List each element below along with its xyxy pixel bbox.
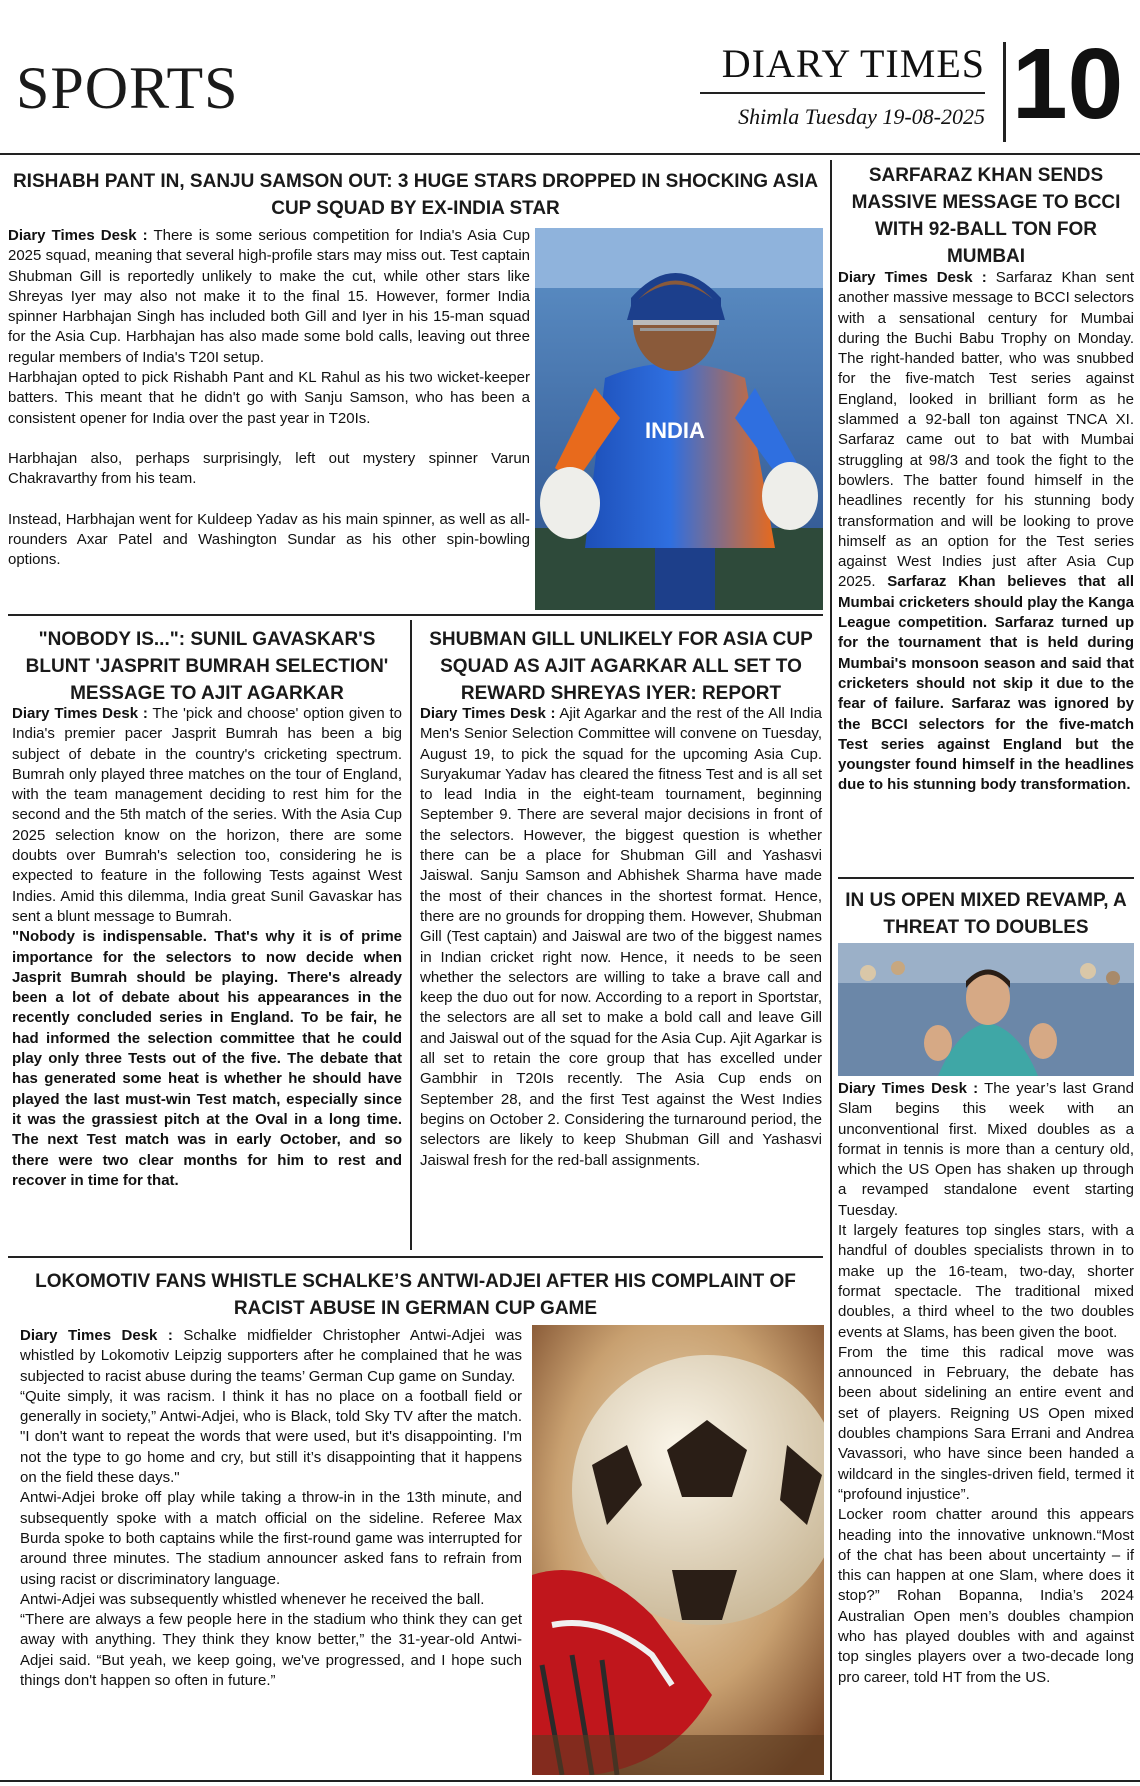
article-paragraph: Sarfaraz Khan sent another massive message to BCCI selectors with a sensational century for Mumbai during the Buchi Babu Trophy on Monday. The right-handed batter, who was snubbed for the five-match Test series against England, looked in brilliant form as he slammed a 92-ball ton against TNCA XI. Sarfaraz came out to bat with Mumbai struggling at 98/3 and took the fight to the bowlers. The batter found himself in the headlines recently for his stunning body transformation and will be looking to prove himself as an option for the Test series against West Indies just after Asia Cup 2025. (838, 269, 1134, 591)
article-paragraph: There is some serious competition for India's Asia Cup 2025 squad, meaning that several high-profile stars may miss out. Test captain Shubman Gill is reportedly unlikely to make the cut, while other stars like Shreyas Iyer may also not make it to the final 15. However, former India spinner Harbhajan Singh has included both Gill and Iyer in his 15-man squad for the Asia Cup. Harbhajan has also made some bold calls, leaving out three regular members of India's T20I setup. (8, 227, 530, 366)
article-paragraph: “Quite simply, it was racism. I think it has no place on a football field or generally in society,” Antwi-Adjei, who is Black, told Sky TV after the match. "I don't want to repeat the words that were used, but it's disappointing. I'm not the type to go home and cry, but still it’s disappointing that it happens on the field these days." (20, 1387, 522, 1487)
article-headline: SARFARAZ KHAN SENDS MASSIVE MESSAGE TO BCCI WITH 92-BALL TON FOR MUMBAI (851, 165, 1121, 267)
article-paragraph: Harbhajan opted to pick Rishabh Pant and KL Rahul as his two wicket-keeper batters. This meant that he didn't go with Sanju Samson, who has been a consistent opener for India over the past year in T20Is. (8, 369, 530, 427)
football-photo (532, 1325, 824, 1775)
article-paragraph: The year’s last Grand Slam begins this week with an unconventional first. Mixed doubles as a format in tennis is more than a century old, which the US Open has shaken up through a revamped standalone event starting Tuesday. (838, 1080, 1134, 1219)
article-byline: Diary Times Desk : (8, 227, 148, 244)
article-byline: Diary Times Desk : (838, 269, 987, 286)
article-paragraph: Ajit Agarkar and the rest of the All India Men's Senior Selection Committee will convene on Tuesday, August 19, to pick the squad for the upcoming Asia Cup. Suryakumar Yadav has cleared the fitness Test and is all set to lead India in the eight-team tournament, beginning September 9. There are several major decisions in front of the selectors. However, the biggest question is whether there can be a place for Shubman Gill and Yashasvi Jaiswal. Sanju Samson and Abhishek Sharma have made the most of their chances in the shortest format. Hence, there are no grounds for dropping them. However, Shubman Gill (Test captain) and Jaiswal are two of the biggest names in Indian cricket right now. Hence, it needs to be seen whether the selectors are willing to take a brave call and keep the duo out for now. According to a report in Sportstar, the selectors are all set to make a bold call and leave Gill and Jaiswal out of the squad for the Asia Cup. Ajit Agarkar is all set to retain the core group that has excelled under Gambhir in T20Is recently. The Asia Cup ends on September 28, and the first Test against the West Indies begins on October 2. Considering the turnaround period, the selectors are likely to keep Shubman Gill and Yashasvi Jaiswal fresh for the red-ball assignments. (420, 705, 822, 1169)
article-divider-3 (838, 877, 1134, 879)
article-paragraph: It largely features top singles stars, with a handful of doubles specialists thrown in to make up the 16-team, two-day, shorter format spectacle. The traditional mixed doubles, a third wheel to the two doubles events at Slams, has been given the boot. (838, 1222, 1134, 1341)
article-byline: Diary Times Desk : (12, 705, 148, 722)
article-paragraph: Harbhajan also, perhaps surprisingly, left out mystery spinner Varun Chakravarthy from his team. (8, 449, 530, 488)
article-divider-1 (8, 614, 823, 616)
article-paragraph: Schalke midfielder Christopher Antwi-Adjei was whistled by Lokomotiv Leipzig supporters after he complained that he was subjected to racist abuse during the teams’ German Cup game on Sunday. (20, 1327, 522, 1385)
article-body (8, 226, 530, 570)
article-headline: LOKOMOTIV FANS WHISTLE SCHALKE’S ANTWI-ADJEI AFTER HIS COMPLAINT OF RACIST ABUSE IN GERMAN CUP GAME (35, 1271, 796, 1319)
article-body (838, 1079, 1134, 1688)
article-paragraph: Antwi-Adjei was subsequently whistled whenever he received the ball. (20, 1590, 485, 1608)
article-byline: Diary Times Desk : (838, 1080, 979, 1097)
page-number: 10 (1012, 28, 1124, 140)
article-quote: "Nobody is indispensable. That's why it is of prime importance for the selectors to now decide when Jasprit Bumrah should be playing. There's already been a lot of debate about his appearances in the recently concluded series in England. To be fair, he had informed the selection committee that he could play only three Tests out of the five. The debate that has generated some heat is whether he should have played the last must-win Test match, especially since it was the grassiest pitch at the Oval in a long time. The next Test match was in early October, and so there were two clear months for him to rest and recover in time for that. (12, 928, 402, 1189)
article-paragraph: Antwi-Adjei broke off play while taking a throw-in in the 13th minute, and subsequently spoke with a match official on the sideline. Referee Max Burda spoke to both captains while the first-round game was interrupted for around three minutes. The stadium announcer asked fans to refrain from using racist or discriminatory language. (20, 1489, 522, 1588)
article-divider-2 (8, 1256, 823, 1258)
article-body (420, 704, 822, 1171)
dateline: Shimla Tuesday 19-08-2025 (738, 104, 985, 129)
newspaper-name: DIARY TIMES (721, 41, 985, 86)
article-body (20, 1326, 522, 1691)
masthead-rule (700, 92, 985, 94)
article-paragraph: “There are always a few people here in the stadium who think they can get away with anything. They think they know better,” the 31-year-old Antwi-Adjei said. “But yeah, we keep going, we've progressed, and I hope such things don't happen so often in future.” (20, 1611, 522, 1690)
cricket-keeper-photo (535, 228, 823, 610)
article-body (12, 704, 402, 1191)
tennis-player-photo (838, 943, 1134, 1076)
masthead-bottom-rule (0, 153, 1140, 155)
article-paragraph: Locker room chatter around this appears heading into the innovative unknown.“Most of the chat has been about uncertainty – if this can happen at one Slam, where does it stop?” Rohan Bopanna, India’s 2024 Australian Open men’s doubles champion who has played doubles with and against top singles players over a two-decade long pro career, told HT from the US. (838, 1506, 1134, 1686)
article-paragraph: The 'pick and choose' option given to India's premier pacer Jasprit Bumrah has been a big subject of debate in the country's cricketing spectrum. Bumrah only played three matches on the tour of England, with the team management deciding to rest him for the second and the 5th match of the series. With the Asia Cup 2025 selection know on the horizon, there are some doubts over Bumrah's selection too, considering he is expected to feature in the following Tests against West Indies. Amid this dilemma, India great Sunil Gavaskar has sent a blunt message to Bumrah. (12, 705, 402, 925)
article-headline: "NOBODY IS...": SUNIL GAVASKAR'S BLUNT 'JASPRIT BUMRAH SELECTION' MESSAGE TO AJIT AGARKAR (25, 629, 389, 704)
page-bottom-rule (0, 1780, 1140, 1782)
section-title: SPORTS (16, 55, 239, 121)
svg-text:INDIA: INDIA (645, 418, 705, 443)
article-paragraph: Instead, Harbhajan went for Kuldeep Yadav as his main spinner, as well as all-rounders Axar Patel and Washington Sundar as his other spin-bowling options. (8, 510, 530, 569)
column-divider-middle (410, 620, 412, 1250)
page-number-divider (1003, 42, 1006, 142)
article-paragraph: From the time this radical move was announced in February, the debate has been about sidelining an entire event and set of players. Reigning US Open mixed doubles champions Sara Errani and Andrea Vavassori, who have since been handed a wildcard in the singles-driven field, termed it “profound injustice”. (838, 1343, 1134, 1503)
column-divider-right (830, 160, 832, 1780)
article-headline: RISHABH PANT IN, SANJU SAMSON OUT: 3 HUGE STARS DROPPED IN SHOCKING ASIA CUP SQUAD BY EX-INDIA STAR (12, 171, 819, 219)
article-headline: SHUBMAN GILL UNLIKELY FOR ASIA CUP SQUAD AS AJIT AGARKAR ALL SET TO REWARD SHREYAS IYER: REPORT (429, 629, 813, 704)
article-body (838, 268, 1134, 796)
article-byline: Diary Times Desk : (20, 1327, 173, 1344)
article-byline: Diary Times Desk : (420, 705, 556, 722)
article-paragraph-bold: Sarfaraz Khan believes that all Mumbai cricketers should play the Kanga League competition. Sarfaraz turned up for the tournament that is held during Mumbai's monsoon season and said that cricketers should not skip it due to the fear of failure. Sarfaraz was ignored by the BCCI selectors for the five-match Test series against England but the youngster found himself in the headlines due to his stunning body transformation. (838, 573, 1134, 794)
article-headline: IN US OPEN MIXED REVAMP, A THREAT TO DOUBLES (845, 890, 1127, 938)
